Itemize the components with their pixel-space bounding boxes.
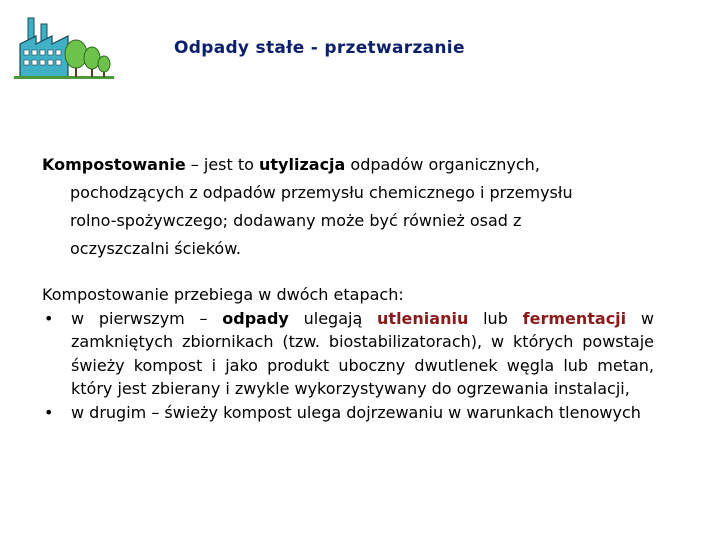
bullet1-text4: w zamkniętych zbiornikach (tzw. biostabilizatorach), w których powstaje świeży kompost i jako produkt uboczny dwutlenek węgla lub metan, który jest zbierany i zwykle wykorzystywany do ogrzewania instalacji, [71,308,654,398]
bullet1-text3: lub [468,308,523,328]
bullet2-text: w drugim – świeży kompost ulega dojrzewaniu w warunkach tlenowych [71,402,641,422]
list-item [42,307,654,401]
term-utylizacja: utylizacja [259,155,346,174]
page-title: Odpady stałe - przetwarzanie [174,38,465,58]
bullet1-text1: w pierwszym – [71,308,223,328]
definition-line3: rolno-spożywczego; dodawany może być również osad z [70,211,522,230]
term-kompostowanie: Kompostowanie [42,155,186,174]
composting-stages [42,283,654,424]
factory-trees-icon [14,14,114,80]
definition-line2: pochodzących z odpadów przemysłu chemicznego i przemysłu [70,183,573,202]
bullet1-utlenianiu: utlenianiu [377,308,469,328]
stages-intro: Kompostowanie przebiega w dwóch etapach: [42,285,404,304]
bullet1-fermentacji: fermentacji [522,308,627,328]
bullet1-odpady: odpady [222,308,289,328]
bullet1-text2: ulegają [288,308,378,328]
definition-line1: odpadów organicznych, [345,155,540,174]
stages-list [42,307,654,425]
composting-definition [42,151,662,263]
list-item [42,401,654,425]
definition-line4: oczyszczalni ścieków. [70,239,241,258]
definition-dash: – jest to [185,155,260,174]
